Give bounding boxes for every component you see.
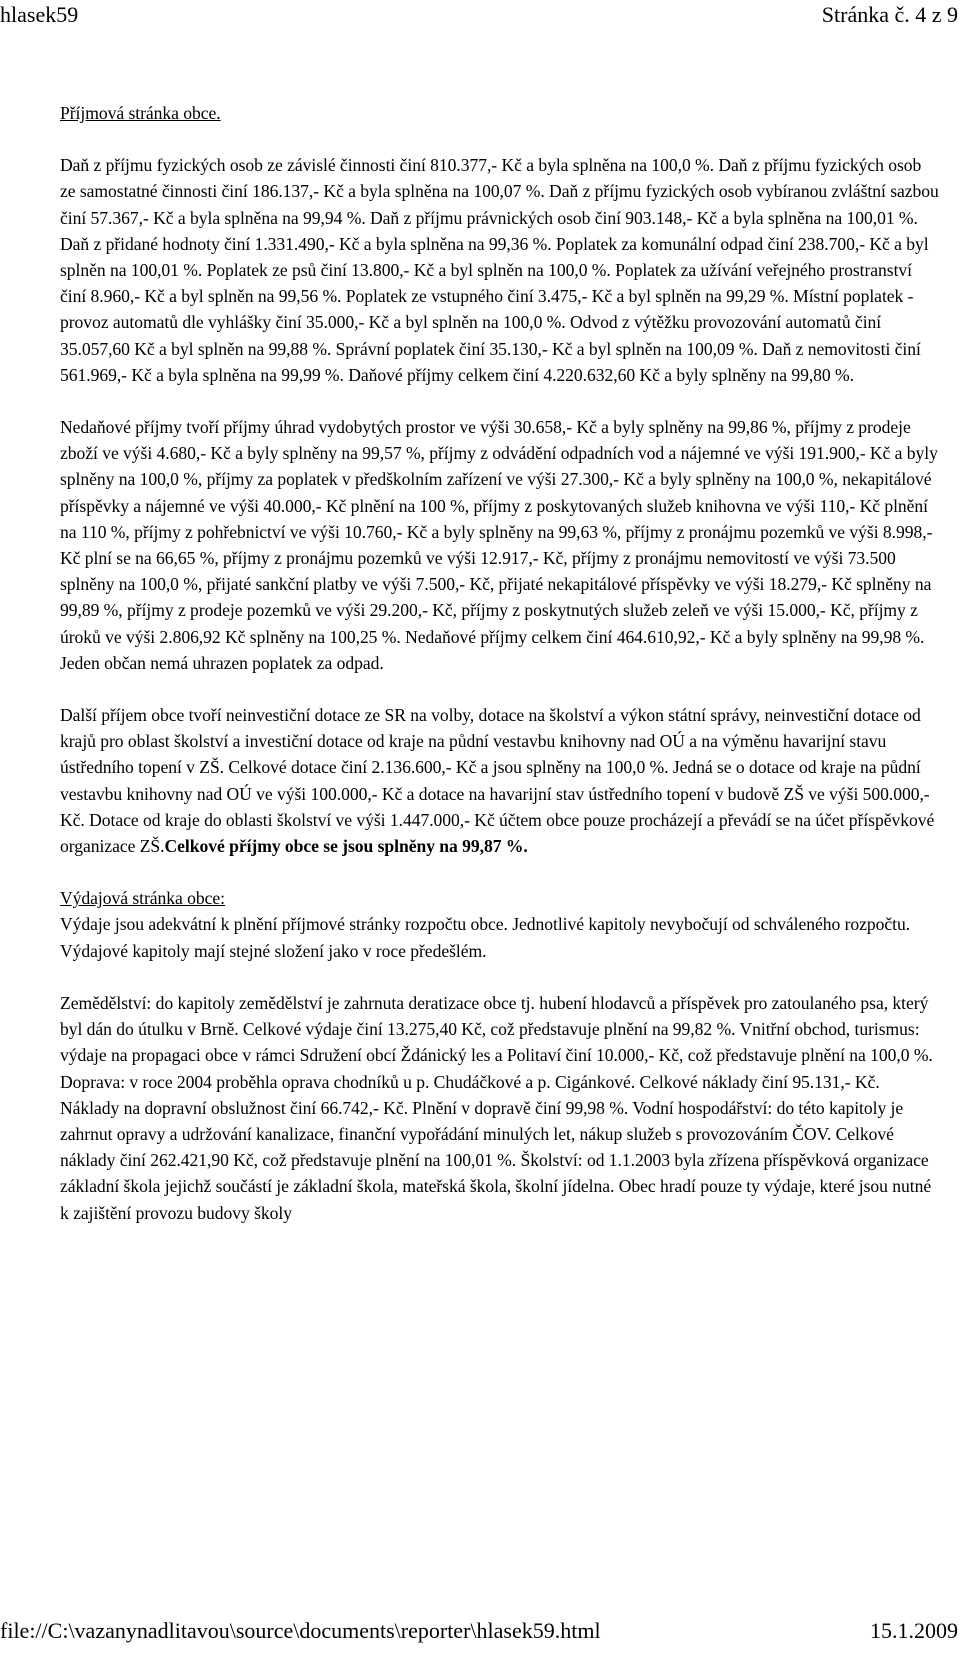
footer-file-path: file://C:\vazanynadlitavou\source\documents\reporter\hlasek59.html (0, 1618, 601, 1643)
income-heading: Příjmová stránka obce. (60, 103, 221, 123)
footer-date: 15.1.2009 (870, 1618, 958, 1643)
expenses-heading: Výdajová stránka obce: (60, 888, 226, 909)
expenses-intro-paragraph: Výdaje jsou adekvátní k plnění příjmové stránky rozpočtu obce. Jednotlivé kapitoly nevybočují od schváleného rozpočtu. Výdajové kapitoly mají stejné složení jako v roce předešlém. (60, 914, 911, 961)
header-page-number: Stránka č. 4 z 9 (821, 2, 958, 27)
non-tax-income-paragraph: Nedaňové příjmy tvoří příjmy úhrad vydobytých prostor ve výši 30.658,- Kč a byly splněny na 99,86 %, příjmy z prodeje zboží ve výši 4.680,- Kč a byly splněny na 99,57 %, příjmy z odvádění odpadních vod a nájemné ve výši 191.900,- Kč a byly splněny na 100,0 %, příjmy za poplatek v předškolním zařízení ve výši 27.300,- Kč a byly splněny na 100,0 %, nekapitálové příspěvky a nájemné ve výši 40.000,- Kč plnění na 100 %, příjmy z poskytovaných služeb knihovna ve výši 110,- Kč plnění na 110 %, příjmy z pohřebnictví ve výši 10.760,- Kč a byly splněny na 99,63 %, příjmy z pronájmu pozemků ve výši 8.998,- Kč plní se na 66,65 %, příjmy z pronájmu pozemků ve výši 12.917,- Kč, příjmy z pronájmu nemovitostí ve výši 73.500 splněny na 100,0 %, přijaté sankční platby ve výši 7.500,- Kč, přijaté nekapitálové příspěvky ve výši 18.279,- Kč splněny na 99,89 %, příjmy z prodeje pozemků ve výši 29.200,- Kč, příjmy z poskytnutých služeb zeleň ve výši 15.000,- Kč, příjmy z úroků ve výši 2.806,92 Kč splněny na 100,25 %. Nedaňové příjmy celkem činí 464.610,92,- Kč a byly splněny na 99,98 %. Jeden občan nemá uhrazen poplatek za odpad. (60, 417, 938, 673)
document-body (60, 100, 940, 1226)
expenses-details-paragraph: Zemědělství: do kapitoly zemědělství je zahrnuta deratizace obce tj. hubení hlodavců a příspěvek pro zatoulaného psa, který byl dán do útulku v Brně. Celkové výdaje činí 13.275,40 Kč, což představuje plnění na 99,82 %. Vnitřní obchod, turismus: výdaje na propagaci obce v rámci Sdružení obcí Ždánický les a Politaví činí 10.000,- Kč, což představuje plnění na 100,0 %. Doprava: v roce 2004 proběhla oprava chodníků u p. Chudáčkové a p. Cigánkové. Celkové náklady činí 95.131,- Kč. Náklady na dopravní obslužnost činí 66.742,- Kč. Plnění v dopravě činí 99,98 %. Vodní hospodářství: do této kapitoly je zahrnut opravy a udržování kanalizace, finanční vypořádání minulých let, nákup služeb s provozováním ČOV. Celkové náklady činí 262.421,90 Kč, což představuje plnění na 100,01 %. Školství: od 1.1.2003 byla zřízena příspěvková organizace základní škola jejichž součástí je základní škola, mateřská škola, školní jídelna. Obec hradí pouze ty výdaje, které jsou nutné k zajištění provozu budovy školy (60, 992, 933, 1223)
grants-paragraph (60, 702, 940, 859)
grants-total-bold: Celkové příjmy obce se jsou splněny na 99,87 %. (164, 836, 528, 857)
grants-text: Další příjem obce tvoří neinvestiční dotace ze SR na volby, dotace na školství a výkon státní správy, neinvestiční dotace od krajů pro oblast školství a investiční dotace od kraje na půdní vestavbu knihovny nad OÚ a na výměnu havarijní stavu ústředního topení v ZŠ. Celkové dotace činí 2.136.600,- Kč a jsou splněny na 100,0 %. Jedná se o dotace od kraje na půdní vestavbu knihovny nad OÚ ve výši 100.000,- Kč a dotace na havarijní stav ústředního topení v budově ZŠ ve výši 500.000,- Kč. Dotace od kraje do oblasti školství ve výši 1.447.000,- Kč účtem obce pouze procházejí a převádí se na účet příspěvkové organizace ZŠ. (60, 705, 935, 857)
tax-income-paragraph: Daň z příjmu fyzických osob ze závislé činnosti činí 810.377,- Kč a byla splněna na 100,0 %. Daň z příjmu fyzických osob ze samostatné činnosti činí 186.137,- Kč a byla splněna na 100,07 %. Daň z příjmu fyzických osob vybíranou zvláštní sazbou činí 57.367,- Kč a byla splněna na 99,94 %. Daň z příjmu právnických osob činí 903.148,- Kč a byla splněna na 100,01 %. Daň z přidané hodnoty činí 1.331.490,- Kč a byla splněna na 99,36 %. Poplatek za komunální odpad činí 238.700,- Kč a byl splněn na 100,01 %. Poplatek ze psů činí 13.800,- Kč a byl splněn na 100,0 %. Poplatek za užívání veřejného prostranství činí 8.960,- Kč a byl splněn na 99,56 %. Poplatek ze vstupného činí 3.475,- Kč a byl splněn na 99,29 %. Místní poplatek - provoz automatů dle vyhlášky činí 35.000,- Kč a byl splněn na 100,0 %. Odvod z výtěžku provozování automatů činí 35.057,60 Kč a byl splněn na 99,88 %. Správní poplatek činí 35.130,- Kč a byl splněn na 100,09 %. Daň z nemovitosti činí 561.969,- Kč a byla splněna na 99,99 %. Daňové příjmy celkem činí 4.220.632,60 Kč a byly splněny na 99,80 %. (60, 155, 939, 385)
header-document-name: hlasek59 (0, 2, 79, 27)
